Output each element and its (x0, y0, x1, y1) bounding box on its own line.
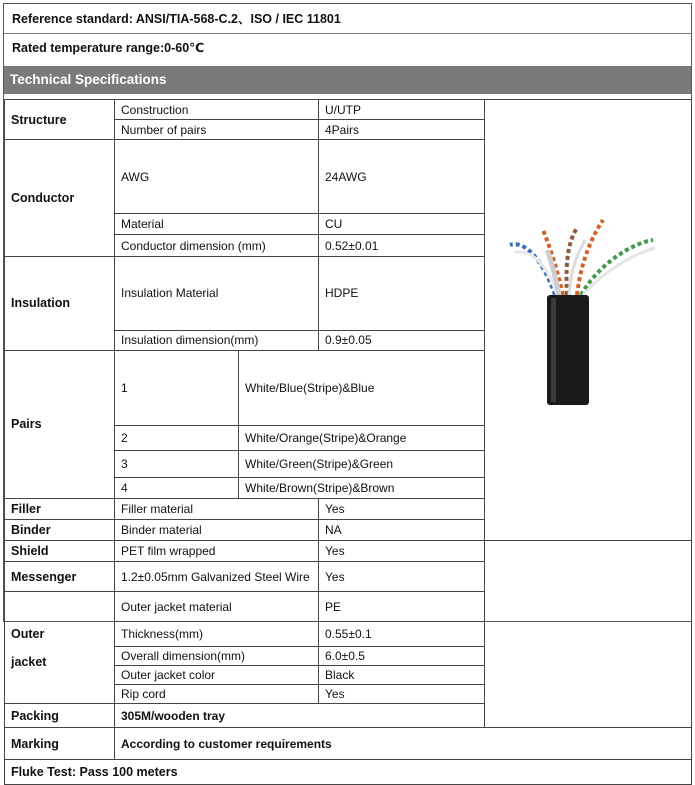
material-value: CU (319, 214, 485, 235)
table-row (5, 760, 692, 785)
group-structure: Structure (5, 100, 115, 140)
marking-value: According to customer requirements (115, 728, 692, 760)
insulation-material-value: HDPE (319, 257, 485, 330)
binder-value: NA (319, 520, 485, 541)
packing-value: 305M/wooden tray (115, 704, 692, 728)
filler-label: Filler material (115, 499, 319, 520)
filler-value: Yes (319, 499, 485, 520)
messenger-value: Yes (319, 562, 485, 592)
thickness-value: 0.55±0.1 (319, 622, 485, 647)
fluke-test: Fluke Test: Pass 100 meters (5, 760, 692, 785)
pair-wires (510, 220, 655, 295)
conductor-dimension-label: Conductor dimension (mm) (115, 235, 319, 257)
outer-jacket-color-value: Black (319, 666, 485, 685)
group-packing: Packing (5, 704, 115, 728)
overall-dimension-label: Overall dimension(mm) (115, 647, 319, 666)
group-pairs: Pairs (5, 350, 115, 498)
group-conductor: Conductor (5, 140, 115, 257)
pair-number: 4 (115, 478, 239, 499)
rip-cord-label: Rip cord (115, 685, 319, 704)
material-label: Material (115, 214, 319, 235)
awg-value: 24AWG (319, 140, 485, 214)
group-outer-jacket (5, 592, 115, 704)
group-messenger: Messenger (5, 562, 115, 592)
conductor-dimension-value: 0.52±0.01 (319, 235, 485, 257)
pair-color: White/Brown(Stripe)&Brown (239, 478, 485, 499)
shield-label: PET film wrapped (115, 541, 319, 562)
overall-dimension-value: 6.0±0.5 (319, 647, 485, 666)
binder-label: Binder material (115, 520, 319, 541)
group-insulation: Insulation (5, 257, 115, 350)
cable-image-cell (485, 100, 692, 541)
construction-label: Construction (115, 100, 319, 120)
insulation-dimension-label: Insulation dimension(mm) (115, 330, 319, 350)
group-filler: Filler (5, 499, 115, 520)
pair-number: 3 (115, 451, 239, 478)
section-title: Technical Specifications (4, 66, 691, 94)
insulation-dimension-value: 0.9±0.05 (319, 330, 485, 350)
rip-cord-value: Yes (319, 685, 485, 704)
table-row (5, 728, 692, 760)
pair-color: White/Orange(Stripe)&Orange (239, 426, 485, 451)
messenger-label: 1.2±0.05mm Galvanized Steel Wire (115, 562, 319, 592)
pair-color: White/Blue(Stripe)&Blue (239, 350, 485, 425)
spec-table (4, 99, 692, 785)
thickness-label: Thickness(mm) (115, 622, 319, 647)
cable-image (485, 100, 692, 540)
group-binder: Binder (5, 520, 115, 541)
group-shield: Shield (5, 541, 115, 562)
pair-number: 1 (115, 350, 239, 425)
outer-jacket-material-value: PE (319, 592, 485, 622)
awg-label: AWG (115, 140, 319, 214)
pair-number: 2 (115, 426, 239, 451)
temperature-range: Rated temperature range:0-60℃ (12, 41, 205, 55)
pairs-count-value: 4Pairs (319, 120, 485, 140)
construction-value: U/UTP (319, 100, 485, 120)
pairs-count-label: Number of pairs (115, 120, 319, 140)
outer-jacket-color-label: Outer jacket color (115, 666, 319, 685)
outer-jacket-material-label: Outer jacket material (115, 592, 319, 622)
insulation-material-label: Insulation Material (115, 257, 319, 330)
spec-sheet (3, 3, 692, 779)
table-row (5, 100, 692, 120)
outer-jacket-line2: jacket (11, 654, 47, 669)
image-cell-lower (485, 541, 692, 728)
outer-jacket-line1: Outer (11, 626, 45, 641)
table-row (5, 704, 692, 728)
pair-color: White/Green(Stripe)&Green (239, 451, 485, 478)
group-marking: Marking (5, 728, 115, 760)
table-row (5, 541, 692, 562)
shield-value: Yes (319, 541, 485, 562)
reference-standard: Reference standard: ANSI/TIA-568-C.2、ISO / IEC 11801 (4, 4, 691, 34)
